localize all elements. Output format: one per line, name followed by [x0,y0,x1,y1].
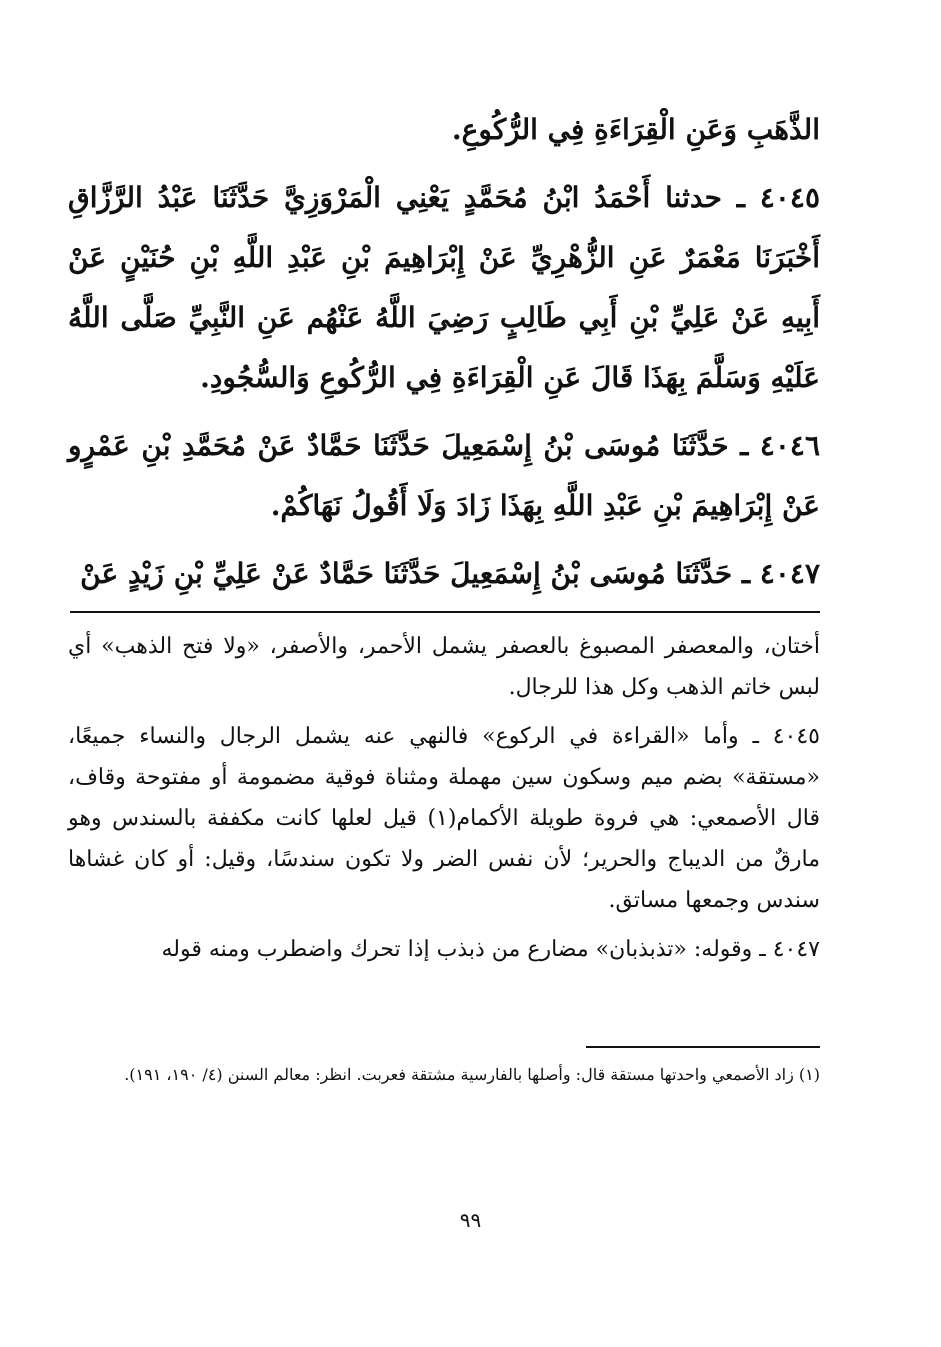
hadith-text-block [68,100,820,612]
hadith-4045: ٤٠٤٥ ـ حدثنا أَحْمَدُ ابْنُ مُحَمَّدٍ يَعْنِي الْمَرْوَزِيَّ حَدَّثَنَا عَبْدُ الرَّزَّاقِ أَخْبَرَنَا مَعْمَرٌ عَنِ الزُّهْرِيِّ عَنْ إِبْرَاهِيمَ بْنِ عَبْدِ اللَّهِ بْنِ حُنَيْنٍ عَنْ أَبِيهِ عَنْ عَلِيِّ بْنِ أَبِي طَالِبٍ رَضِيَ اللَّهُ عَنْهُم عَنِ النَّبِيِّ صَلَّى اللَّهُ عَلَيْهِ وَسَلَّمَ بِهَذَا قَالَ عَنِ الْقِرَاءَةِ فِي الرُّكُوعِ وَالسُّجُودِ. [68,181,820,394]
footnote-block [68,1060,820,1090]
footnote-separator-line [586,1046,820,1048]
hadith-4047: ٤٠٤٧ ـ حَدَّثَنَا مُوسَى بْنُ إِسْمَعِيلَ حَدَّثَنَا حَمَّادٌ عَنْ عَلِيِّ بْنِ زَيْدٍ عَنْ [80,557,820,590]
commentary-block [68,626,820,978]
hadith-continuation-line: الذَّهَبِ وَعَنِ الْقِرَاءَةِ فِي الرُّكُوعِ. [451,113,820,146]
hadith-4046: ٤٠٤٦ ـ حَدَّثَنَا مُوسَى بْنُ إِسْمَعِيلَ حَدَّثَنَا حَمَّادٌ عَنْ مُحَمَّدِ بْنِ عَمْرٍو عَنْ إِبْرَاهِيمَ بْنِ عَبْدِ اللَّهِ بِهَذَا زَادَ وَلَا أَقُولُ نَهَاكُمْ. [68,429,820,522]
main-separator-line [70,611,820,613]
commentary-paragraph-4047: ٤٠٤٧ ـ وقوله: «تذبذبان» مضارع من ذبذب إذا تحرك واضطرب ومنه قوله [161,937,820,962]
commentary-paragraph: أختان، والمعصفر المصبوغ بالعصفر يشمل الأحمر، والأصفر، «ولا فتح الذهب» أي لبس خاتم الذهب وكل هذا للرجال. [68,634,820,700]
footnote-1: (١) زاد الأصمعي واحدتها مستقة قال: وأصلها بالفارسية مشتقة فعربت. انظر: معالم السنن (٤/ ١٩٠، ١٩١). [124,1065,820,1084]
commentary-paragraph-4045: ٤٠٤٥ ـ وأما «القراءة في الركوع» فالنهي عنه يشمل الرجال والنساء جميعًا، «مستقة» بضم ميم وسكون سين مهملة ومثناة فوقية مضمومة أو مفتوحة وقاف، قال الأصمعي: هي فروة طويلة الأكمام(١) قيل لعلها كانت مكففة بالسندس وهو مارقٌ من الديباج والحرير؛ لأن نفس الضر ولا تكون سندسًا، وقيل: أو كان غشاها سندس وجمعها مساتق. [68,724,821,913]
page-number: ٩٩ [459,1208,482,1232]
